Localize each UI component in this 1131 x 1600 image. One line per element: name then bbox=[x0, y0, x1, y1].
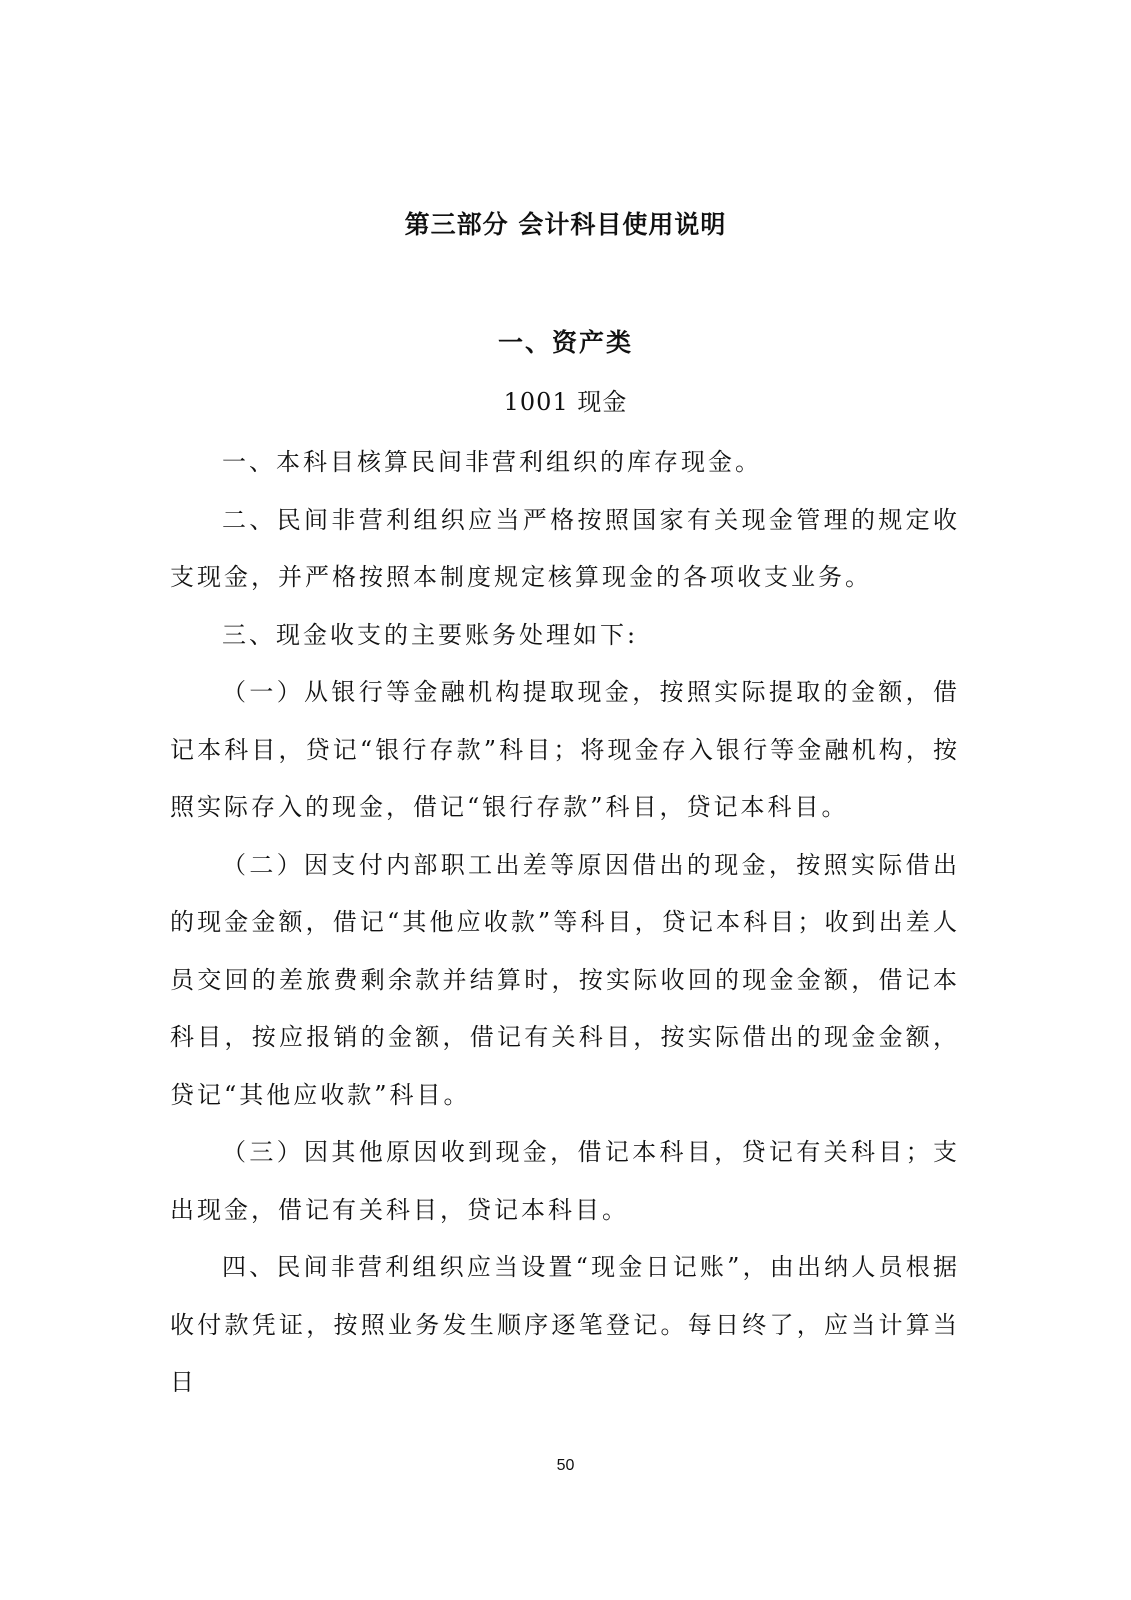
paragraph: 二、民间非营利组织应当严格按照国家有关现金管理的规定收支现金，并严格按照本制度规定核算现金的各项收支业务。 bbox=[170, 505, 960, 591]
paragraph: 四、民间非营利组织应当设置“现金日记账”，由出纳人员根据收付款凭证，按照业务发生顺序逐笔登记。每日终了，应当计算当日 bbox=[170, 1253, 960, 1396]
paragraph: （二）因支付内部职工出差等原因借出的现金，按照实际借出的现金金额，借记“其他应收款”等科目，贷记本科目；收到出差人员交回的差旅费剩余款并结算时，按实际收回的现金金额，借记本科目，按应报销的金额，借记有关科目，按实际借出的现金金额，贷记“其他应收款”科目。 bbox=[170, 850, 960, 1109]
paragraph: （一）从银行等金融机构提取现金，按照实际提取的金额，借记本科目，贷记“银行存款”科目；将现金存入银行等金融机构，按照实际存入的现金，借记“银行存款”科目，贷记本科目。 bbox=[170, 678, 960, 821]
section-title: 一、资产类 bbox=[497, 328, 633, 357]
body-text bbox=[170, 434, 960, 1412]
paragraph: 三、现金收支的主要账务处理如下: bbox=[222, 620, 639, 649]
account-title: 1001 现金 bbox=[503, 388, 628, 416]
part-title: 第三部分 会计科目使用说明 bbox=[404, 210, 727, 239]
page-number: 50 bbox=[556, 1457, 575, 1474]
paragraph: 一、本科目核算民间非营利组织的库存现金。 bbox=[222, 448, 762, 476]
paragraph: （三）因其他原因收到现金，借记本科目，贷记有关科目；支出现金，借记有关科目，贷记本科目。 bbox=[170, 1138, 960, 1224]
